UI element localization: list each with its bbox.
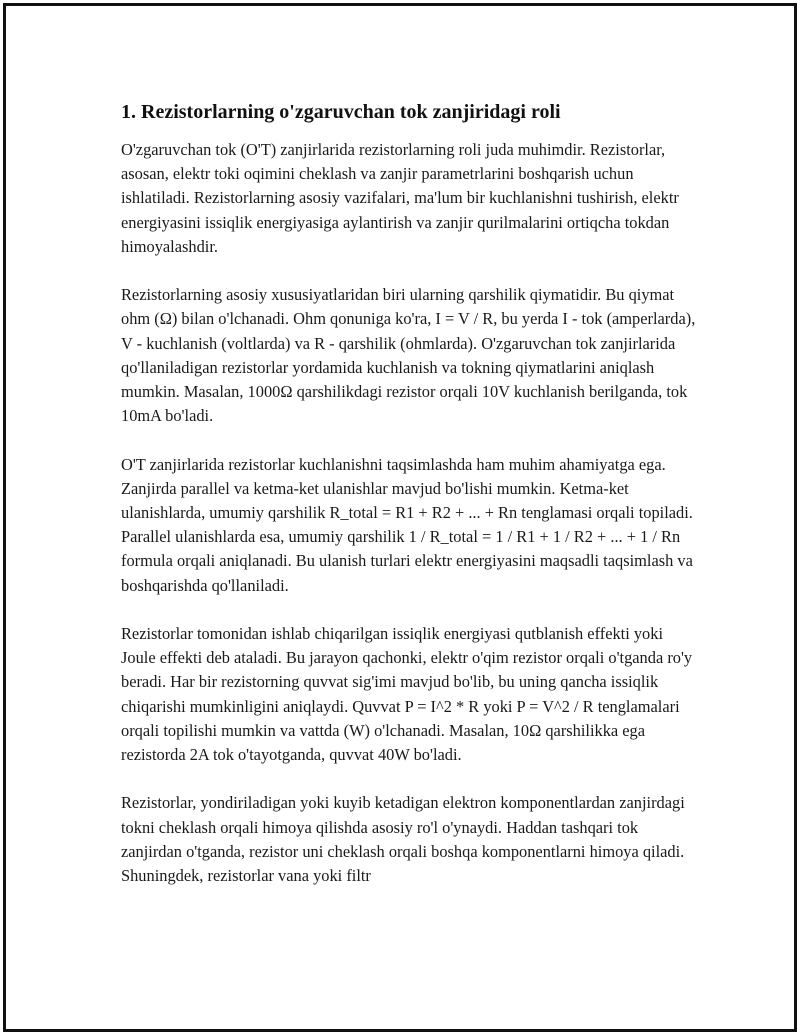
paragraph-5: Rezistorlar, yondiriladigan yoki kuyib ketadigan elektron komponentlardan zanjirdagi tokni cheklash orqali himoya qilishda asosiy ro'l o'ynaydi. Haddan tashqari tok zanjirdan o'tganda, rezistor uni cheklash orqali boshqa komponentlarni himoya qiladi. Shuningdek, rezistorlar vana yoki filtr [121,793,685,886]
paragraph-1: O'zgaruvchan tok (O'T) zanjirlarida rezistorlarning roli juda muhimdir. Rezistorlar, asosan, elektr toki oqimini cheklash va zanjir parametrlarini boshqarish uchun ishlatiladi. Rezistorlarning asosiy vazifalari, ma'lum bir kuchlanishni tushirish, elektr energiyasini issiqlik energiyasiga aylantirish va zanjir qurilmalarini ortiqcha tokdan himoyalashdir. [121,140,679,256]
section-heading: 1. Rezistorlarning o'zgaruvchan tok zanjiridagi roli [121,101,561,123]
paragraph-3: O'T zanjirlarida rezistorlar kuchlanishni taqsimlashda ham muhim ahamiyatga ega. Zanjirda parallel va ketma-ket ulanishlar mavjud bo'lishi mumkin. Ketma-ket ulanishlarda, umumiy qarshilik R_total = R1 + R2 + ... + Rn tenglamasi orqali topiladi. Parallel ulanishlarda esa, umumiy qarshilik 1 / R_total = 1 / R1 + 1 / R2 + ... + 1 / Rn formula orqali aniqlanadi. Bu ulanish turlari elektr energiyasini maqsadli taqsimlash va boshqarishda qo'llaniladi. [121,454,693,595]
document-body [121,98,696,912]
page-frame [3,3,797,1032]
paragraph-4: Rezistorlar tomonidan ishlab chiqarilgan issiqlik energiyasi qutblanish effekti yoki Joule effekti deb ataladi. Bu jarayon qachonki, elektr o'qim rezistor orqali o'tganda ro'y beradi. Har bir rezistorning quvvat sig'imi mavjud bo'lib, bu uning qancha issiqlik chiqarishi mumkinligini aniqlaydi. Quvvat P = I^2 * R yoki P = V^2 / R tenglamalari orqali topilishi mumkin va vattda (W) o'lchanadi. Masalan, 10Ω qarshilikka ega rezistorda 2A tok o'tayotganda, quvvat 40W bo'ladi. [121,624,693,765]
paragraph-2: Rezistorlarning asosiy xususiyatlaridan biri ularning qarshilik qiymatidir. Bu qiymat ohm (Ω) bilan o'lchanadi. Ohm qonuniga ko'ra, I = V / R, bu yerda I - tok (amperlarda), V - kuchlanish (voltlarda) va R - qarshilik (ohmlarda). O'zgaruvchan tok zanjirlarida qo'llaniladigan rezistorlar yordamida kuchlanish va tokning qiymatlarini aniqlash mumkin. Masalan, 1000Ω qarshilikdagi rezistor orqali 10V kuchlanish berilganda, tok 10mA bo'ladi. [121,285,696,426]
